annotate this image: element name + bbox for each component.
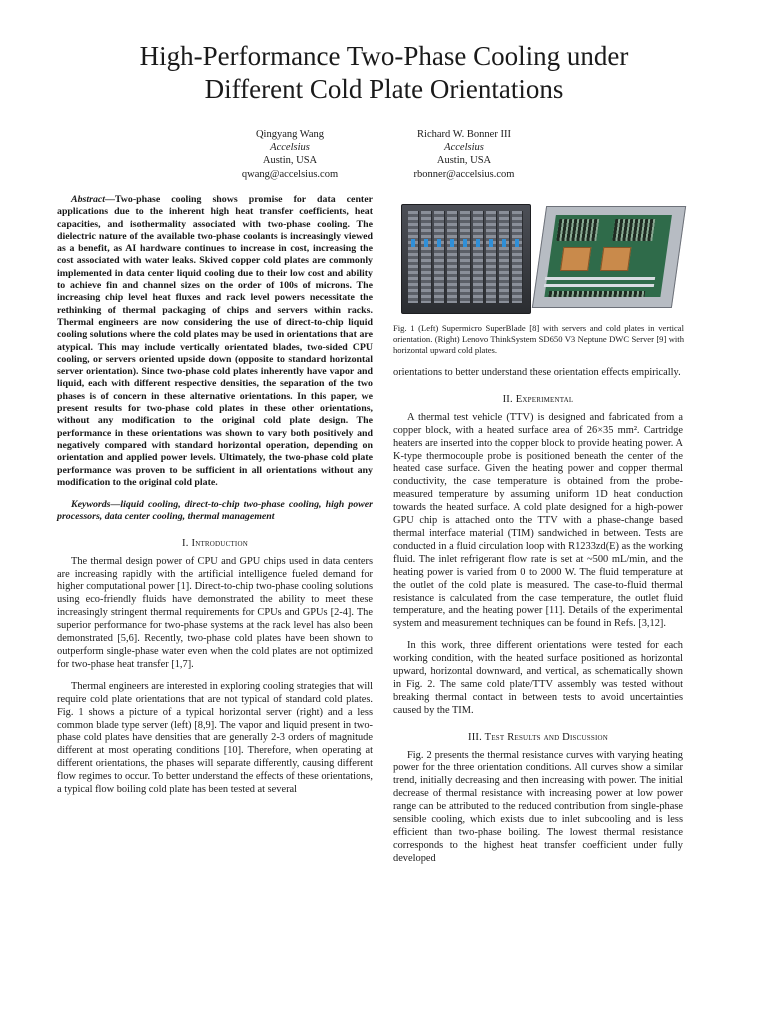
title-line-2: Different Cold Plate Orientations	[204, 74, 564, 104]
keywords: Keywords—liquid cooling, direct-to-chip two-phase cooling, high power processors, data center cooling, thermal management	[57, 499, 373, 523]
intro-paragraph-1: The thermal design power of CPU and GPU chips used in data centers are increasing rapidly with the artificial intelligence fueled demand for higher computational power [1]. Direct-to-chip two-phase cooling solutions using eco-friendly fluids have demonstrated the ability to meet these increasingly stringent thermal requirements for CPUs and GPUs [2-4]. The superior performance for two-phase systems at the rack level has also been demonstrated [5,6]. Recently, two-phase cold plates have been shown to outperform single-phase water even when the cold plates are not optimized for two-phase heat transfer [1,7].	[57, 555, 373, 670]
section-heading-experimental: II. Experimental	[502, 393, 574, 405]
experimental-paragraph-2: In this work, three different orientations were tested for each working condition, with the heated surface positioned as horizontal upward, horizontal downward, and vertical, as schematically shown in Fig. 2. The same cold plate/TTV assembly was tested without breaking thermal contact in between tests to avoid uncertainties caused by the TIM.	[393, 640, 683, 716]
abstract-text: —Two-phase cooling shows promise for data center applications due to the inherent high heat transfer coefficients, heat capacities, and isothermality associated with two-phase cooling. The dielectric nature of the available two-phase coolants is increasingly viewed as a benefit, as AI hardware continues to increase in cost, increasing the cost associated with water leaks. Skived copper cold plates are commonly implemented in data center liquid cooling due to their low cost and ability to achieve fin and channel sizes on the order of 100s of microns. The increasing chip level heat fluxes and rack level powers necessitate the rethinking of thermal packaging of chips and servers within racks. Thermal engineers are now considering the use of direct-to-chip liquid cooling solutions where the cold plates may be used in orientations that are atypical. This may include vertically orientated blades, two-sided CPU cooling, or servers oriented upside down (opposite to standard horizontal server orientation). Since two-phase cold plates inherently have vapor and liquid, each with different respective densities, the separation of the two phases is of concern in these alternative orientations. In this paper, we present results for two-phase cold plates in these other orientations, without any modification to the original cold plate design. The performance in these orientations was shown to vary both positively and negatively compared with standard horizontal operation, depending on orientation and applied power levels. Ultimately, the two-phase cold plate performance was proven to be sufficient in all orientations without any modification to the original cold plate.	[57, 194, 373, 488]
title-line-1: High-Performance Two-Phase Cooling under	[139, 41, 629, 71]
author-block-2	[359, 128, 569, 181]
continuation-paragraph: orientations to better understand these orientation effects empirically.	[393, 367, 681, 378]
author-location: Austin, USA	[436, 155, 492, 167]
author-name: Richard W. Bonner III	[417, 129, 511, 140]
abstract-lead: Abstract	[71, 194, 106, 205]
section-heading-results: III. Test Results and Discussion	[467, 731, 609, 743]
figure-1-caption: Fig. 1 (Left) Supermicro SuperBlade [8] with servers and cold plates in vertical orientation. (Right) Lenovo ThinkSystem SD650 V3 Neptune DWC Server [9] with horizontal upward cold plates.	[393, 323, 684, 355]
horizontal-server-image	[532, 206, 686, 308]
intro-paragraph-2: Thermal engineers are interested in exploring cooling strategies that will require cold plate orientations that are not typical of standard cold plates. Fig. 1 shows a picture of a typical horizontal server (right) and a less common blade type server (left) [8,9]. The vapor and liquid present in two-phase cold plates have densities that are generally 2-3 orders of magnitude different at most operating conditions [10]. Therefore, when operating at different orientations, the phases will separate differently, causing different flow regimes to occur. To better understand the effects of these orientations, a typical flow boiling cold plate has been tested at several	[57, 680, 373, 796]
author-location: Austin, USA	[262, 155, 318, 167]
author-email: rbonner@accelsius.com	[413, 168, 515, 180]
author-affiliation: Accelsius	[270, 142, 310, 154]
abstract	[57, 194, 373, 489]
experimental-paragraph-1: A thermal test vehicle (TTV) is designed and fabricated from a copper block, with a heated surface area of 26×35 mm². Cartridge heaters are inserted into the copper block to provide heating power. A K-type thermocouple probe is positioned beneath the center of the heated case surface. Given the heating power and copper thermal conductivity, the case temperature is obtained from the probe-measured temperature by assuming uniform 1D heat conduction towards the heated surface. A cold plate designed for a high-power GPU chip is attached onto the TTV with a phase-change based thermal interface material (TIM) sandwiched in between. Tests are conducted in a fluid circulation loop with R1233zd(E) as the working fluid. The inlet refrigerant flow rate is set at ~500 mL/min, and the heating power is varied from 0 to 2000 W. The fluid temperature at the outlet of the cold plate is measured. The case-to-fluid thermal resistance is calculated from the case temperature, the outlet fluid temperature, and the heating power [11]. Details of the experimental system and measurement techniques can be found in Refs. [3,12].	[393, 411, 683, 630]
figure-1	[393, 196, 684, 318]
blade-server-image	[401, 204, 531, 314]
paper-title	[40, 40, 728, 106]
author-affiliation: Accelsius	[444, 142, 484, 154]
right-column	[393, 367, 683, 866]
left-column	[57, 194, 373, 797]
author-email: qwang@accelsius.com	[241, 168, 339, 180]
section-heading-introduction: I. Introduction	[182, 537, 248, 549]
results-paragraph-1: Fig. 2 presents the thermal resistance curves with varying heating power for the three orientation conditions. All curves show a similar trend, initially decreasing and then increasing with power. The initial decrease of thermal resistance with increasing power at low power range can be attributed to the reduced contribution from single-phase sensible cooling, which exists due to inlet subcooling and is less efficient than two-phase boiling. The lowest thermal resistance corresponds to the highest heat transfer coefficient under fully developed	[393, 749, 683, 864]
author-name: Qingyang Wang	[255, 129, 325, 140]
